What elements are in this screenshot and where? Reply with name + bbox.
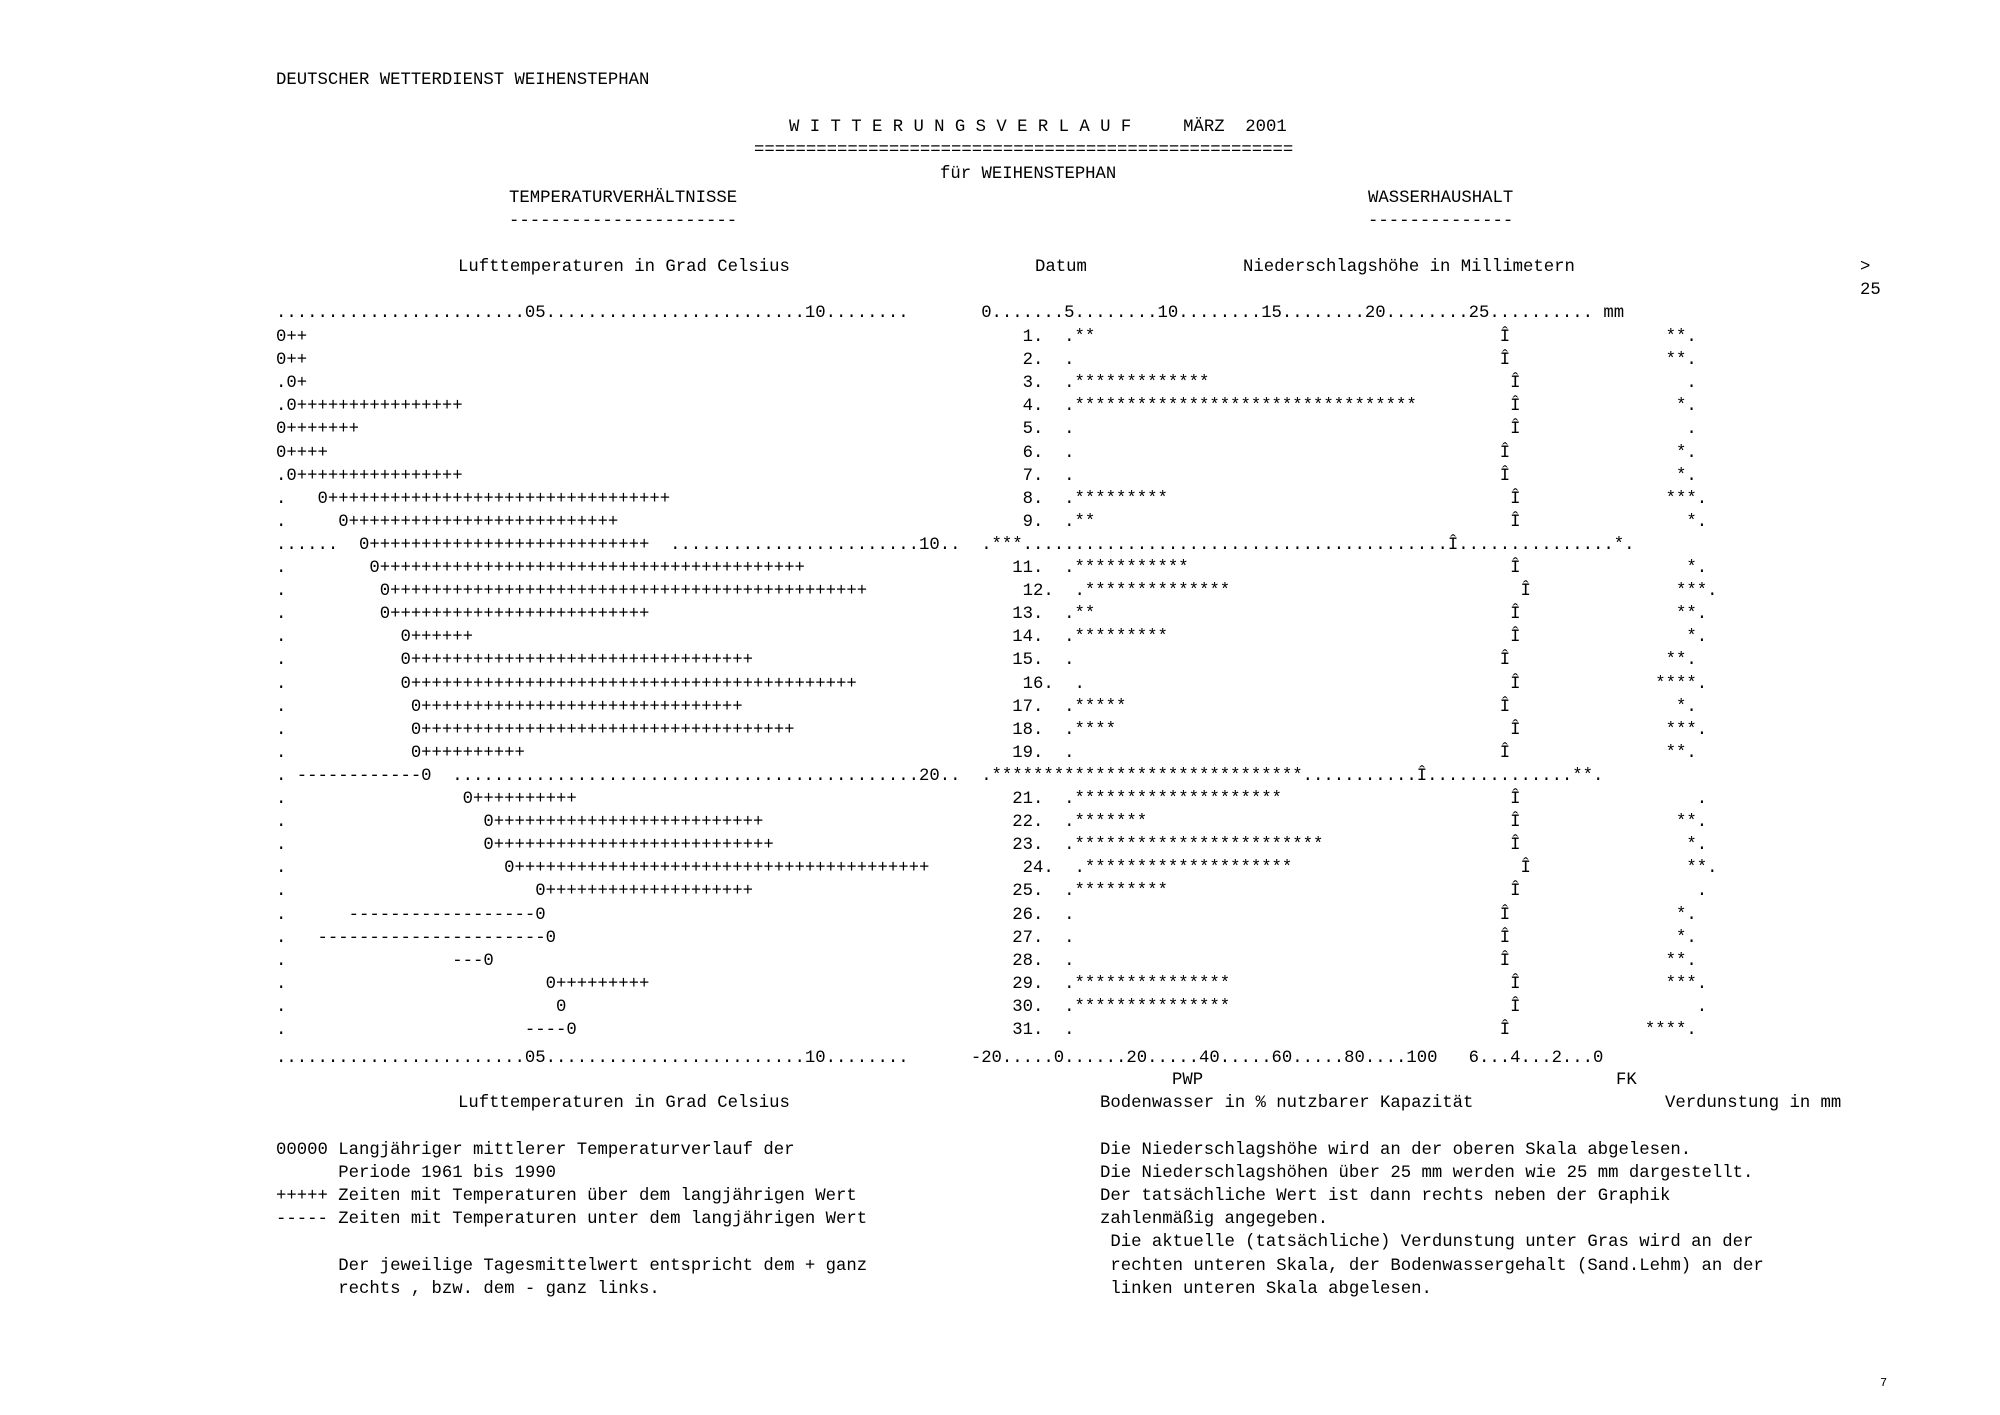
date-column-title: Datum	[1035, 258, 1087, 277]
day-row: . ------------0 .............................................20.. .******************************...........Î..............**.	[276, 766, 1604, 786]
day-row: . ----------------------0 27. . Î *.	[276, 928, 1697, 948]
day-row: . 0+++++++++++++++++++++++++++++++++++++++++ 11. .*********** Î *.	[276, 559, 1708, 578]
day-row: . 0+++++++++ 29. .*************** Î ***.	[276, 974, 1708, 994]
soil-water-axis-label: Bodenwasser in % nutzbarer Kapazität	[1100, 1094, 1474, 1113]
legend-temperature-line: ----- Zeiten mit Temperaturen unter dem langjährigen Wert	[276, 1210, 868, 1230]
day-row: . 0+++++++++++++++++++++++++ 13. .** Î **.	[276, 605, 1708, 625]
day-row: . ---0 28. . Î **.	[276, 951, 1697, 971]
day-row: . 0++++++++++++++++++++++++++++++++++++ 18. .**** Î ***.	[276, 720, 1708, 740]
day-row: .0++++++++++++++++ 7. . Î *.	[276, 466, 1697, 486]
day-row: . 0++++++++++++++++++++++++++++++++++++++++++++++ 12. .************** Î ***.	[276, 582, 1718, 602]
legend-water-line: rechten unteren Skala, der Bodenwassergehalt (Sand.Lehm) an der	[1100, 1256, 1764, 1276]
legend-temperature-line: Der jeweilige Tagesmittelwert entspricht dem + ganz	[276, 1256, 868, 1276]
temperature-axis-title: Lufttemperaturen in Grad Celsius	[458, 258, 790, 277]
page-number: 7	[1880, 1376, 1888, 1390]
day-row: . 0+++++++++++++++++++++++++++++++++++++++++++ 16. . Î ****.	[276, 674, 1708, 694]
day-row: . 0++++++++++++++++++++ 25. .********* Î .	[276, 882, 1708, 902]
over-25-marker: >	[1860, 258, 1871, 277]
top-scale: ........................05.........................10........ 0.......5........10........15........20........25.......... mm	[276, 304, 1625, 323]
section-temperature-rule: ----------------------	[509, 212, 738, 231]
section-temperature: TEMPERATURVERHÄLTNISSE	[509, 189, 738, 208]
legend-water-line: Die Niederschlagshöhe wird an der oberen Skala abgelesen.	[1100, 1141, 1692, 1160]
precipitation-axis-title: Niederschlagshöhe in Millimetern	[1243, 258, 1575, 277]
title-underline: ====================================================	[754, 141, 1294, 160]
station-subtitle: für WEIHENSTEPHAN	[940, 165, 1117, 184]
temperature-axis-label-bottom: Lufttemperaturen in Grad Celsius	[458, 1094, 790, 1113]
legend-temperature-line: Periode 1961 bis 1990	[276, 1164, 557, 1184]
day-row: . 0++++++++++ 19. . Î **.	[276, 743, 1697, 763]
over-25-value: 25	[1860, 281, 1881, 300]
day-row: 0++++ 6. . Î *.	[276, 443, 1697, 463]
section-water: WASSERHAUSHALT	[1368, 189, 1514, 208]
day-row: . 0 30. .*************** Î .	[276, 997, 1708, 1017]
section-water-rule: --------------	[1368, 212, 1514, 231]
day-row: . 0++++++++++++++++++++++++++ 9. .** Î *.	[276, 512, 1708, 532]
pwp-label: PWP	[1172, 1071, 1204, 1090]
day-row: . 0+++++++++++++++++++++++++++++++++ 8. .********* Î ***.	[276, 489, 1708, 509]
bottom-scale: ........................05.........................10........ -20.....0......20.....40.....60.....80....100 6...4...2...0	[276, 1049, 1604, 1068]
day-row: 0+++++++ 5. . Î .	[276, 420, 1697, 440]
day-row: 0++ 2. . Î **.	[276, 351, 1697, 371]
day-row: . 0++++++++++ 21. .******************** Î .	[276, 790, 1708, 809]
legend-water-line: linken unteren Skala abgelesen.	[1100, 1279, 1432, 1299]
legend-water-line: Die Niederschlagshöhen über 25 mm werden wie 25 mm dargestellt.	[1100, 1164, 1754, 1184]
legend-water-line: Die aktuelle (tatsächliche) Verdunstung unter Gras wird an der	[1100, 1233, 1754, 1253]
fk-label: FK	[1616, 1071, 1637, 1090]
day-row: .0++++++++++++++++ 4. .********************************* Î *.	[276, 397, 1697, 417]
day-row: 0++ 1. .** Î **.	[276, 328, 1697, 347]
legend-water-line: Der tatsächliche Wert ist dann rechts neben der Graphik	[1100, 1187, 1671, 1207]
legend-temperature-line: rechts , bzw. dem - ganz links.	[276, 1279, 660, 1299]
day-row: . 0+++++++++++++++++++++++++++ 23. .************************ Î *.	[276, 836, 1708, 856]
day-row: . ----0 31. . Î ****.	[276, 1021, 1697, 1040]
legend-temperature-line: +++++ Zeiten mit Temperaturen über dem langjährigen Wert	[276, 1187, 857, 1207]
legend-temperature-line: 00000 Langjähriger mittlerer Temperaturverlauf der	[276, 1141, 795, 1160]
report-title: W I T T E R U N G S V E R L A U F MÄRZ 2001	[789, 118, 1287, 137]
day-row: .0+ 3. .************* Î .	[276, 374, 1697, 394]
evaporation-axis-label: Verdunstung in mm	[1665, 1094, 1842, 1113]
day-row: . ------------------0 26. . Î *.	[276, 905, 1697, 925]
institution-name: DEUTSCHER WETTERDIENST WEIHENSTEPHAN	[276, 71, 650, 90]
day-row: . 0++++++++++++++++++++++++++ 22. .******* Î **.	[276, 813, 1708, 833]
day-row: . 0+++++++++++++++++++++++++++++++ 17. .***** Î *.	[276, 697, 1697, 717]
legend-water-line: zahlenmäßig angegeben.	[1100, 1210, 1329, 1230]
day-row: ...... 0+++++++++++++++++++++++++++ ........................10.. .***.........................................Î...............*.	[276, 535, 1635, 555]
day-row: . 0+++++++++++++++++++++++++++++++++ 15. . Î **.	[276, 651, 1697, 671]
day-row: . 0++++++++++++++++++++++++++++++++++++++++ 24. .******************** Î **.	[276, 859, 1718, 879]
day-row: . 0++++++ 14. .********* Î *.	[276, 628, 1708, 648]
